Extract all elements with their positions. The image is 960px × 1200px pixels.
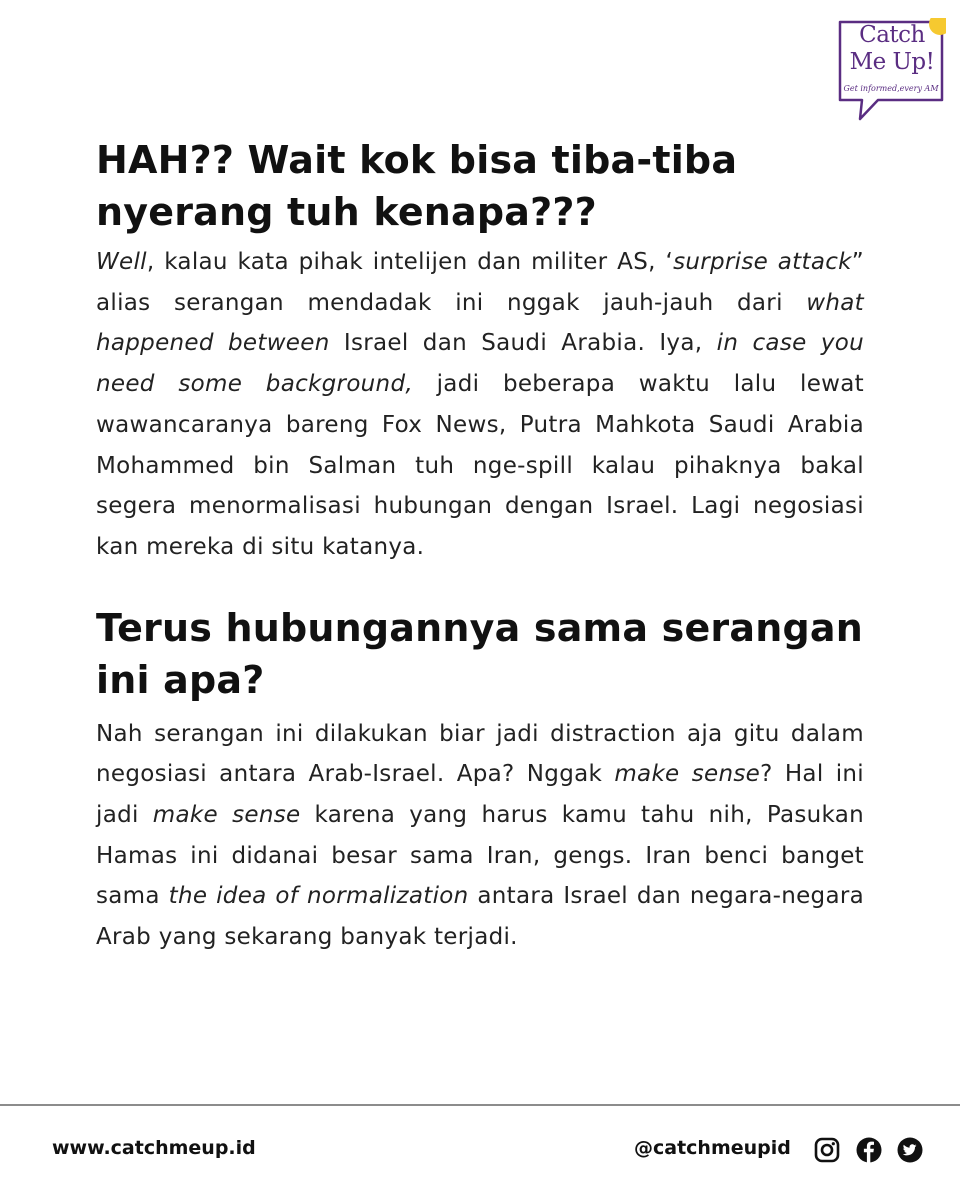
italic-text: what happened between xyxy=(96,289,864,357)
italic-text: Well xyxy=(96,249,147,275)
text-run: Nah serangan ini dilakukan biar jadi distraction aja gitu dalam negosiasi antara Arab-Israel. Apa? Nggak xyxy=(96,720,864,788)
text-run: ? Hal ini jadi xyxy=(96,761,865,829)
text-run: jadi beberapa waktu lalu lewat wawancaranya bareng Fox News, Putra Mahkota Saudi Arabia Mohammed bin Salman tuh nge-spill kalau pihaknya bakal segera menormalisasi hubungan dengan Israel. Lagi negosiasi kan mereka di situ katanya. xyxy=(96,371,864,560)
website-link[interactable]: www.catchmeup.id xyxy=(52,1137,256,1159)
article-content xyxy=(96,130,864,958)
catch-me-up-logo xyxy=(838,18,946,122)
italic-text: make sense xyxy=(152,802,301,829)
text-run: , kalau kata pihak intelijen dan militer AS, ‘ xyxy=(146,249,674,275)
text-run: karena yang harus kamu tahu nih, Pasukan Hamas ini didanai besar sama Iran, gengs. Iran benci banget sama xyxy=(96,802,864,910)
facebook-icon[interactable] xyxy=(856,1137,882,1163)
text-run: ” alias serangan mendadak ini nggak jauh-jauh dari xyxy=(96,249,864,316)
twitter-icon[interactable] xyxy=(897,1137,923,1163)
section-2-paragraph xyxy=(96,714,864,958)
section-1-paragraph xyxy=(96,242,864,568)
logo-line-1: Catch xyxy=(859,22,925,48)
section-2-heading: Terus hubungannya sama serangan ini apa? xyxy=(96,605,863,702)
italic-text: in case you need some background, xyxy=(96,330,864,398)
logo-tagline: Get informed,every AM xyxy=(843,84,939,93)
italic-text: surprise attack xyxy=(673,249,852,275)
instagram-icon[interactable] xyxy=(814,1137,840,1163)
italic-text: make sense xyxy=(614,761,761,788)
footer-divider xyxy=(0,1104,960,1106)
italic-text: the idea of normalization xyxy=(168,883,469,910)
social-handle[interactable]: @catchmeupid xyxy=(634,1137,791,1159)
logo-line-2: Me Up! xyxy=(849,49,935,75)
logo-title xyxy=(842,22,942,76)
section-1-heading: HAH?? Wait kok bisa tiba-tiba nyerang tuh kenapa??? xyxy=(96,138,738,234)
text-run: Israel dan Saudi Arabia. Iya, xyxy=(329,330,717,357)
text-run: antara Israel dan negara-negara Arab yang sekarang banyak terjadi. xyxy=(96,883,864,951)
